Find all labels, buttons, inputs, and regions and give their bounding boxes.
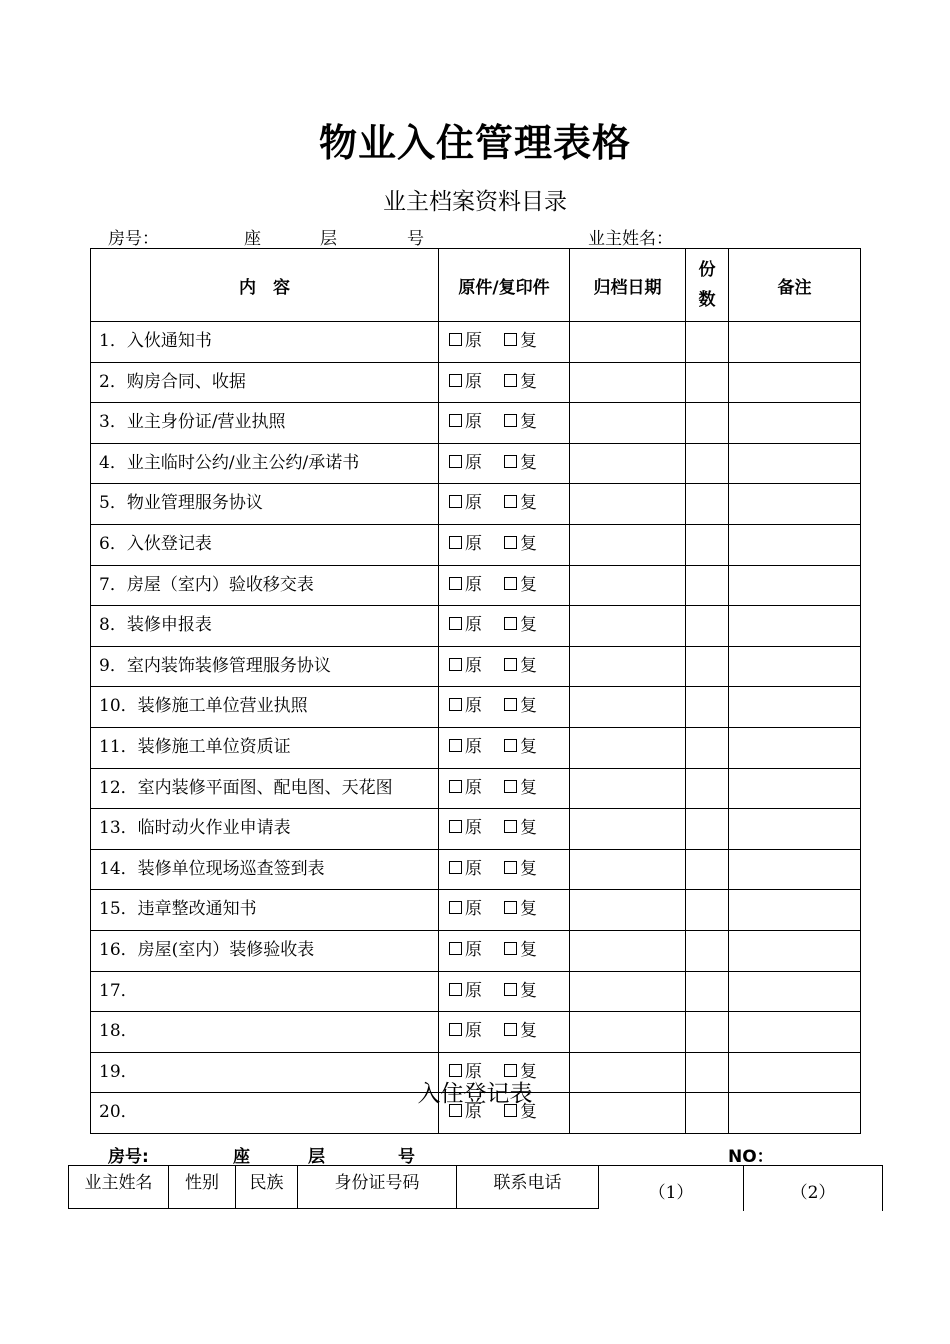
copy-checkbox[interactable] (504, 414, 517, 427)
original-copy-cell (439, 971, 570, 1012)
original-checkbox[interactable] (449, 455, 462, 468)
original-checkbox[interactable] (449, 780, 462, 793)
archive-date-cell[interactable] (570, 930, 686, 971)
copy-label: 复 (520, 655, 537, 676)
copy-checkbox[interactable] (504, 901, 517, 914)
remarks-cell[interactable] (729, 930, 861, 971)
copy-label: 复 (520, 371, 537, 392)
copies-cell[interactable] (686, 890, 729, 931)
original-label: 原 (465, 818, 482, 839)
copies-cell[interactable] (686, 606, 729, 647)
table-row (91, 524, 861, 565)
reg-header-id-number: 身份证号码 (297, 1165, 456, 1209)
original-copy-cell (439, 727, 570, 768)
original-checkbox[interactable] (449, 1023, 462, 1036)
reg-header-col1: （1） (599, 1165, 743, 1211)
copies-cell[interactable] (686, 809, 729, 850)
original-label: 原 (465, 615, 482, 636)
copy-checkbox[interactable] (504, 739, 517, 752)
item-label: 4．业主临时公约/业主公约/承诺书 (91, 443, 439, 484)
item-label: 2．购房合同、收据 (91, 362, 439, 403)
original-checkbox[interactable] (449, 495, 462, 508)
reg-header-phone: 联系电话 (456, 1165, 599, 1209)
copy-label: 复 (520, 533, 537, 554)
original-copy-cell (439, 606, 570, 647)
copies-cell[interactable] (686, 849, 729, 890)
table-header-row (91, 249, 861, 322)
original-label: 原 (465, 736, 482, 757)
remarks-cell[interactable] (729, 362, 861, 403)
remarks-cell[interactable] (729, 768, 861, 809)
archive-date-cell[interactable] (570, 484, 686, 525)
original-copy-cell (439, 809, 570, 850)
registration-table (68, 1165, 884, 1211)
registration-title: 入住登记表 (417, 1081, 533, 1107)
original-label: 原 (465, 980, 482, 1001)
item-label: 20． (91, 1093, 439, 1134)
archive-date-cell[interactable] (570, 768, 686, 809)
original-copy-cell (439, 524, 570, 565)
table-row (91, 971, 861, 1012)
copies-cell[interactable] (686, 403, 729, 444)
copy-checkbox[interactable] (504, 536, 517, 549)
original-label: 原 (465, 331, 482, 351)
archive-date-cell[interactable] (570, 849, 686, 890)
table-row (91, 646, 861, 687)
item-label: 11．装修施工单位资质证 (91, 727, 439, 768)
header-copies-char-1: 份 (698, 260, 716, 280)
copy-label: 复 (520, 1061, 537, 1082)
copy-label: 复 (520, 858, 537, 879)
original-copy-cell (439, 1012, 570, 1053)
copy-label: 复 (520, 980, 537, 1001)
copies-cell[interactable] (686, 1012, 729, 1053)
copy-checkbox[interactable] (504, 983, 517, 996)
original-label: 原 (465, 533, 482, 554)
original-label: 原 (465, 412, 482, 433)
reg-header-ethnicity: 民族 (235, 1165, 297, 1209)
remarks-cell[interactable] (729, 443, 861, 484)
copy-label: 复 (520, 412, 537, 433)
original-copy-cell (439, 322, 570, 363)
original-copy-cell (439, 362, 570, 403)
original-checkbox[interactable] (449, 617, 462, 630)
page-title: 物业入住管理表格 (318, 121, 631, 165)
copy-label: 复 (520, 615, 537, 636)
copy-checkbox[interactable] (504, 942, 517, 955)
reg-header-gender: 性别 (168, 1165, 235, 1209)
archive-catalog-table (90, 248, 861, 1134)
remarks-cell[interactable] (729, 646, 861, 687)
header-archive-date: 归档日期 (570, 249, 686, 322)
archive-catalog-title: 业主档案资料目录 (383, 189, 567, 215)
copies-cell[interactable] (686, 362, 729, 403)
item-label: 15．违章整改通知书 (91, 890, 439, 931)
archive-date-cell[interactable] (570, 971, 686, 1012)
remarks-cell[interactable] (729, 687, 861, 728)
item-label: 6．入伙登记表 (91, 524, 439, 565)
original-checkbox[interactable] (449, 414, 462, 427)
remarks-cell[interactable] (729, 524, 861, 565)
reg-seat-label: 座 (233, 1147, 250, 1167)
archive-date-cell[interactable] (570, 809, 686, 850)
item-label: 19． (91, 1052, 439, 1093)
item-label: 17． (91, 971, 439, 1012)
table-row (91, 809, 861, 850)
table-row (91, 362, 861, 403)
original-label: 原 (465, 452, 482, 473)
remarks-cell[interactable] (729, 727, 861, 768)
original-label: 原 (465, 1102, 482, 1123)
item-label: 16．房屋(室内）装修验收表 (91, 930, 439, 971)
item-label: 18． (91, 1012, 439, 1053)
table-row (91, 484, 861, 525)
original-copy-cell (439, 565, 570, 606)
original-checkbox[interactable] (449, 820, 462, 833)
table-row (91, 768, 861, 809)
copy-label: 复 (520, 493, 537, 514)
copies-cell[interactable] (686, 443, 729, 484)
table-row (91, 606, 861, 647)
archive-meta-line (108, 224, 868, 248)
header-remarks: 备注 (729, 249, 861, 322)
copy-checkbox[interactable] (504, 861, 517, 874)
archive-date-cell[interactable] (570, 524, 686, 565)
table-row (91, 443, 861, 484)
reg-header-owner-name: 业主姓名 (68, 1165, 168, 1209)
copy-checkbox[interactable] (504, 658, 517, 671)
copy-label: 复 (520, 574, 537, 595)
copies-cell[interactable] (686, 971, 729, 1012)
item-label: 1．入伙通知书 (91, 322, 439, 363)
archive-date-cell[interactable] (570, 403, 686, 444)
original-copy-cell (439, 403, 570, 444)
copy-label: 复 (520, 452, 537, 473)
original-label: 原 (465, 858, 482, 879)
remarks-cell[interactable] (729, 971, 861, 1012)
archive-date-cell[interactable] (570, 606, 686, 647)
header-copies-char-2: 数 (698, 290, 716, 310)
archive-date-cell[interactable] (570, 362, 686, 403)
archive-date-cell[interactable] (570, 322, 686, 363)
original-copy-cell (439, 768, 570, 809)
original-checkbox[interactable] (449, 577, 462, 590)
archive-date-cell[interactable] (570, 646, 686, 687)
copy-checkbox[interactable] (504, 577, 517, 590)
table-row (91, 727, 861, 768)
original-copy-cell (439, 646, 570, 687)
table-row (91, 1012, 861, 1053)
original-label: 原 (465, 696, 482, 717)
item-label: 12．室内装修平面图、配电图、天花图 (91, 768, 439, 809)
reg-number-label: 号 (398, 1147, 415, 1167)
owner-name-label: 业主姓名： (588, 229, 673, 249)
item-label: 3．业主身份证/营业执照 (91, 403, 439, 444)
reg-no-label: NO： (728, 1147, 774, 1167)
remarks-cell[interactable] (729, 565, 861, 606)
copy-checkbox[interactable] (504, 374, 517, 387)
item-label: 8．装修申报表 (91, 606, 439, 647)
item-label: 9．室内装饰装修管理服务协议 (91, 646, 439, 687)
registration-meta-line (108, 1142, 868, 1166)
copy-label: 复 (520, 777, 537, 798)
original-checkbox[interactable] (449, 333, 462, 346)
original-copy-cell (439, 687, 570, 728)
header-original-copy: 原件/复印件 (439, 249, 570, 322)
number-label: 号 (407, 229, 424, 249)
table-row (91, 890, 861, 931)
seat-label: 座 (244, 229, 261, 249)
copy-checkbox[interactable] (504, 1023, 517, 1036)
archive-date-cell[interactable] (570, 727, 686, 768)
copies-cell[interactable] (686, 930, 729, 971)
reg-header-col2: （2） (743, 1165, 883, 1211)
original-checkbox[interactable] (449, 942, 462, 955)
table-row (91, 565, 861, 606)
copies-cell[interactable] (686, 687, 729, 728)
copy-checkbox[interactable] (504, 698, 517, 711)
reg-floor-label: 层 (308, 1147, 325, 1167)
reg-room-label: 房号: (108, 1147, 149, 1167)
copy-label: 复 (520, 939, 537, 960)
copy-checkbox[interactable] (504, 333, 517, 346)
table-row (91, 403, 861, 444)
original-copy-cell (439, 930, 570, 971)
room-label: 房号： (108, 229, 159, 249)
original-checkbox[interactable] (449, 739, 462, 752)
remarks-cell[interactable] (729, 484, 861, 525)
header-copies (686, 249, 729, 322)
copy-checkbox[interactable] (504, 820, 517, 833)
remarks-cell[interactable] (729, 849, 861, 890)
table-row (91, 687, 861, 728)
floor-label: 层 (320, 229, 337, 249)
header-content: 内 容 (91, 249, 439, 322)
archive-date-cell[interactable] (570, 890, 686, 931)
copy-label: 复 (520, 331, 537, 351)
item-label: 14．装修单位现场巡查签到表 (91, 849, 439, 890)
copy-label: 复 (520, 1102, 537, 1123)
original-label: 原 (465, 939, 482, 960)
original-checkbox[interactable] (449, 658, 462, 671)
original-checkbox[interactable] (449, 983, 462, 996)
original-label: 原 (465, 777, 482, 798)
copies-cell[interactable] (686, 322, 729, 363)
original-copy-cell (439, 890, 570, 931)
archive-date-cell[interactable] (570, 443, 686, 484)
item-label: 5．物业管理服务协议 (91, 484, 439, 525)
original-checkbox[interactable] (449, 861, 462, 874)
remarks-cell[interactable] (729, 403, 861, 444)
original-label: 原 (465, 493, 482, 514)
archive-date-cell[interactable] (570, 1012, 686, 1053)
original-label: 原 (465, 574, 482, 595)
copies-cell[interactable] (686, 484, 729, 525)
item-label: 7．房屋（室内）验收移交表 (91, 565, 439, 606)
item-label: 13．临时动火作业申请表 (91, 809, 439, 850)
item-label: 10．装修施工单位营业执照 (91, 687, 439, 728)
copies-cell[interactable] (686, 524, 729, 565)
archive-date-cell[interactable] (570, 687, 686, 728)
original-label: 原 (465, 1021, 482, 1042)
table-row (91, 849, 861, 890)
original-label: 原 (465, 655, 482, 676)
original-checkbox[interactable] (449, 374, 462, 387)
original-copy-cell (439, 443, 570, 484)
table-row (91, 322, 861, 363)
copy-label: 复 (520, 1021, 537, 1042)
original-copy-cell (439, 484, 570, 525)
copies-cell[interactable] (686, 727, 729, 768)
copy-checkbox[interactable] (504, 495, 517, 508)
remarks-cell[interactable] (729, 322, 861, 363)
copy-checkbox[interactable] (504, 780, 517, 793)
copies-cell[interactable] (686, 768, 729, 809)
remarks-cell[interactable] (729, 890, 861, 931)
copies-cell[interactable] (686, 565, 729, 606)
remarks-cell[interactable] (729, 1012, 861, 1053)
original-checkbox[interactable] (449, 698, 462, 711)
table-row (91, 930, 861, 971)
copy-checkbox[interactable] (504, 617, 517, 630)
copy-label: 复 (520, 736, 537, 757)
original-label: 原 (465, 371, 482, 392)
copy-label: 复 (520, 899, 537, 920)
copies-cell[interactable] (686, 646, 729, 687)
original-label: 原 (465, 899, 482, 920)
archive-date-cell[interactable] (570, 565, 686, 606)
copy-label: 复 (520, 818, 537, 839)
remarks-cell[interactable] (729, 606, 861, 647)
original-copy-cell (439, 849, 570, 890)
copy-checkbox[interactable] (504, 455, 517, 468)
original-checkbox[interactable] (449, 901, 462, 914)
original-label: 原 (465, 1061, 482, 1082)
remarks-cell[interactable] (729, 809, 861, 850)
original-checkbox[interactable] (449, 536, 462, 549)
copy-label: 复 (520, 696, 537, 717)
